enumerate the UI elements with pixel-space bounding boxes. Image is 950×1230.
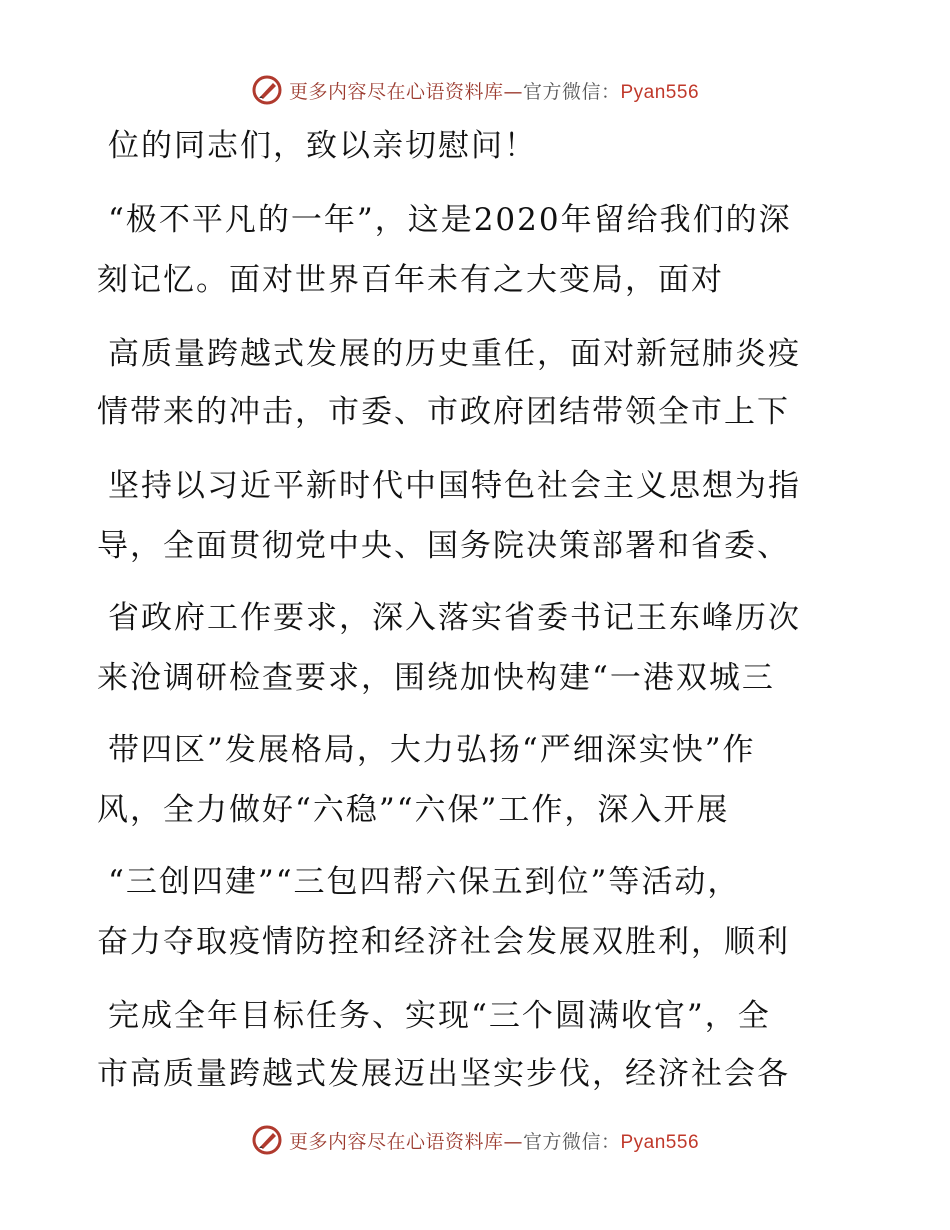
body-line: 市高质量跨越式发展迈出坚实步伐，经济社会各 — [97, 1056, 790, 1092]
body-line: 情带来的冲击，市委、市政府团结带领全市上下 — [97, 394, 790, 430]
pen-logo-icon — [251, 1124, 283, 1156]
header-banner-prefix: 更多内容尽在心语资料库— — [288, 80, 523, 103]
header-wechat-label: 官方微信： — [522, 80, 621, 103]
body-line: 奋力夺取疫情防控和经济社会发展双胜利，顺利 — [97, 924, 790, 960]
pen-logo-icon — [251, 74, 283, 106]
body-line: “极不平凡的一年”，这是2020年留给我们的深 — [108, 202, 792, 238]
footer-banner-text — [289, 1127, 699, 1154]
body-line: 省政府工作要求，深入落实省委书记王东峰历次 — [108, 600, 801, 636]
footer-wechat-id: Pyan556 — [620, 1131, 700, 1153]
footer-banner-prefix: 更多内容尽在心语资料库— — [288, 1130, 523, 1153]
body-line: 来沧调研检查要求，围绕加快构建“一港双城三 — [97, 660, 775, 696]
body-line: 完成全年目标任务、实现“三个圆满收官”，全 — [108, 998, 771, 1034]
footer-banner — [0, 1120, 950, 1160]
body-line: “三创四建”“三包四帮六保五到位”等活动， — [108, 864, 741, 900]
body-line: 带四区”发展格局，大力弘扬“严细深实快”作 — [108, 732, 756, 768]
body-line: 风，全力做好“六稳”“六保”工作，深入开展 — [97, 792, 730, 828]
body-line: 位的同志们，致以亲切慰问！ — [108, 128, 537, 164]
body-line: 高质量跨越式发展的历史重任，面对新冠肺炎疫 — [108, 336, 801, 372]
body-line: 导，全面贯彻党中央、国务院决策部署和省委、 — [97, 528, 790, 564]
body-line: 坚持以习近平新时代中国特色社会主义思想为指 — [108, 468, 801, 504]
header-banner-text — [289, 77, 699, 104]
body-line: 刻记忆。面对世界百年未有之大变局，面对 — [97, 262, 724, 298]
header-wechat-id: Pyan556 — [620, 81, 700, 103]
footer-wechat-label: 官方微信： — [522, 1130, 621, 1153]
header-banner — [0, 70, 950, 110]
